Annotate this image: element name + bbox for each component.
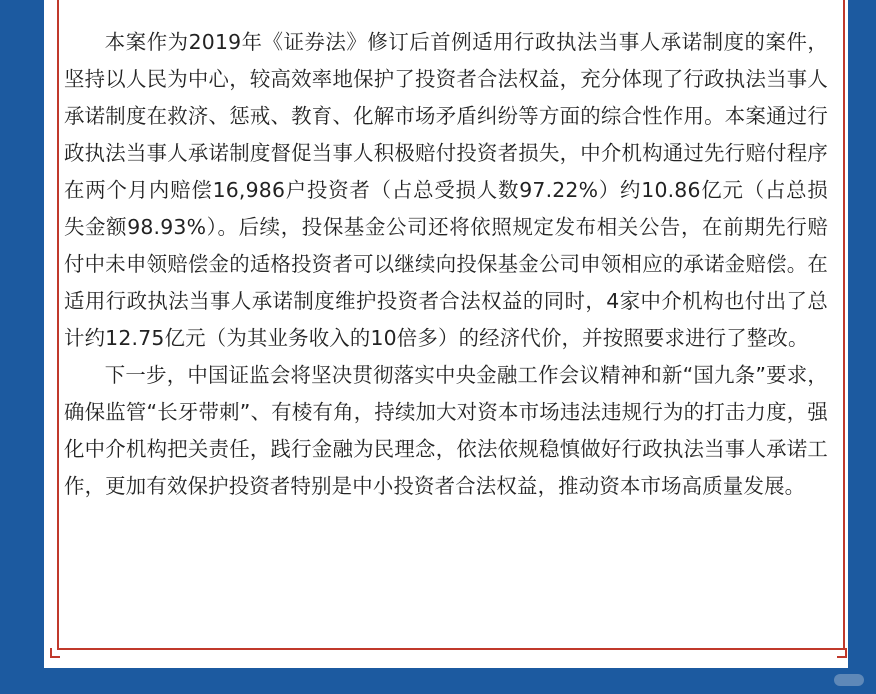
paragraph-1: 本案作为2019年《证券法》修订后首例适用行政执法当事人承诺制度的案件，坚持以人民为中心，较高效率地保护了投资者合法权益，充分体现了行政执法当事人承诺制度在救济、惩戒、教育、化解市场矛盾纠纷等方面的综合性作用。本案通过行政执法当事人承诺制度督促当事人积极赔付投资者损失，中介机构通过先行赔付程序在两个月内赔偿16,986户投资者（占总受损人数97.22%）约10.86亿元（占总损失金额98.93%）。后续，投保基金公司还将依照规定发布相关公告，在前期先行赔付中未申领赔偿金的适格投资者可以继续向投保基金公司申领相应的承诺金赔偿。在适用行政执法当事人承诺制度维护投资者合法权益的同时，4家中介机构也付出了总计约12.75亿元（为其业务收入的10倍多）的经济代价，并按照要求进行了整改。 bbox=[64, 30, 828, 350]
watermark-logo bbox=[834, 674, 864, 686]
frame-corner-bottom-left bbox=[50, 648, 60, 658]
article-body bbox=[64, 24, 828, 505]
frame-right-border bbox=[843, 0, 845, 650]
paragraph-2: 下一步，中国证监会将坚决贯彻落实中央金融工作会议精神和新“国九条”要求，确保监管“长牙带刺”、有棱有角，持续加大对资本市场违法违规行为的打击力度，强化中介机构把关责任，践行金融为民理念，依法依规稳慎做好行政执法当事人承诺工作，更加有效保护投资者特别是中小投资者合法权益，推动资本市场高质量发展。 bbox=[64, 363, 828, 498]
frame-corner-bottom-right bbox=[837, 648, 847, 658]
frame-left-border bbox=[57, 0, 59, 650]
frame-bottom-border bbox=[57, 648, 845, 650]
